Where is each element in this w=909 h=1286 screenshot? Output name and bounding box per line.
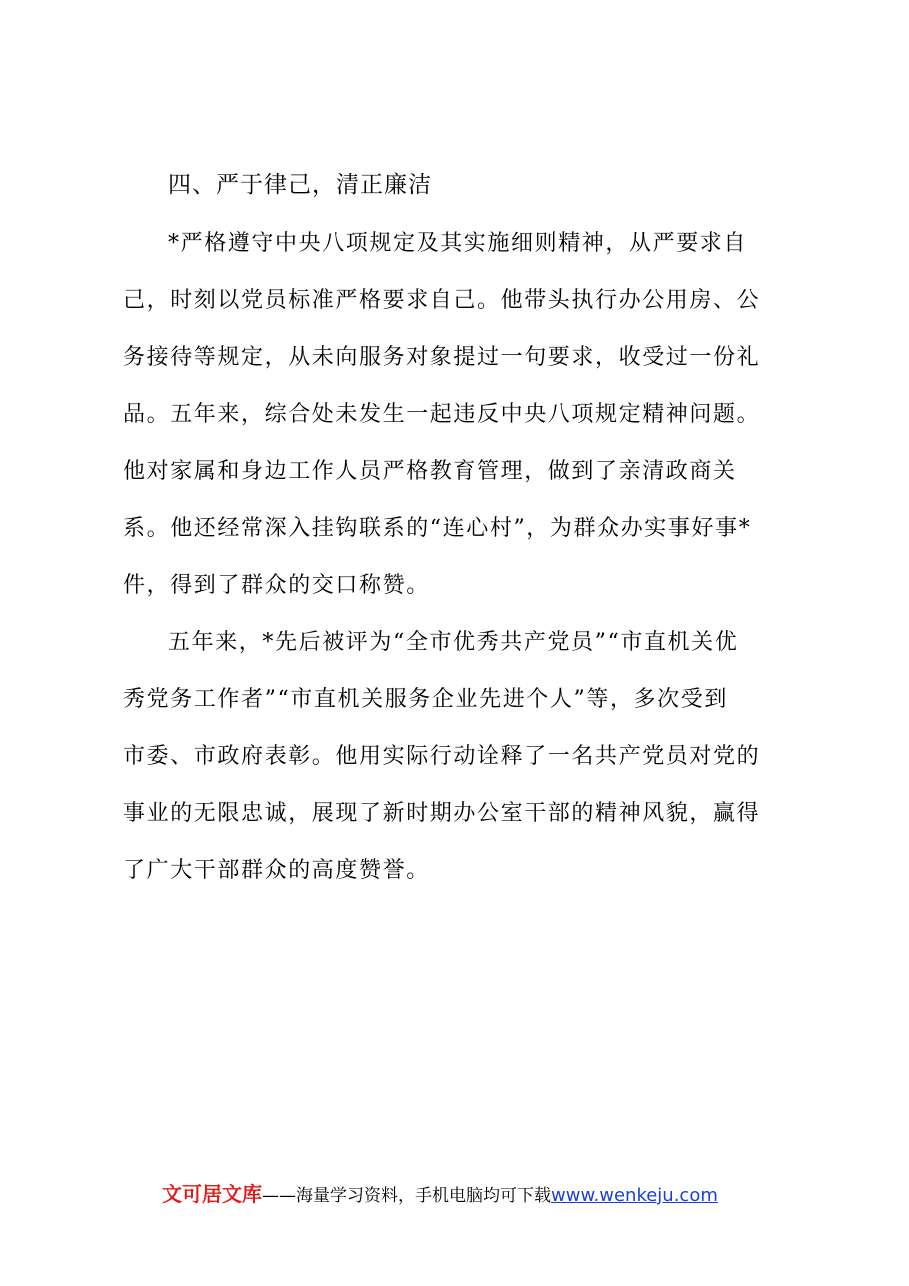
paragraph-line: 系。他还经常深入挂钩联系的“连心村”，为群众办实事好事* [123, 516, 752, 541]
footer-watermark [162, 1181, 718, 1209]
footer-brand: 文可居文库 [162, 1182, 262, 1206]
section-heading: 四、严于律己，清正廉洁 [168, 172, 432, 198]
paragraph-line: 市委、市政府表彰。他用实际行动诠释了一名共产党员对党的 [123, 744, 761, 769]
paragraph-line: *严格遵守中央八项规定及其实施细则精神，从严要求自 [168, 231, 748, 256]
paragraph-line: 了广大干部群众的高度赞誉。 [123, 858, 430, 883]
paragraph-line: 品。五年来，综合处未发生一起违反中央八项规定精神问题。 [123, 402, 761, 427]
paragraph-line: 五年来，*先后被评为“全市优秀共产党员”“市直机关优 [168, 630, 739, 655]
paragraph-line: 事业的无限忠诚，展现了新时期办公室干部的精神风貌，赢得 [123, 801, 761, 826]
paragraph-line: 务接待等规定，从未向服务对象提过一句要求，收受过一份礼 [123, 345, 761, 370]
paragraph-line: 件，得到了群众的交口称赞。 [123, 573, 430, 598]
paragraph-line: 己，时刻以党员标准严格要求自己。他带头执行办公用房、公 [123, 288, 761, 313]
footer-description: ——海量学习资料，手机电脑均可下载 [262, 1186, 551, 1206]
footer-link[interactable]: www.wenkeju.com [551, 1185, 718, 1206]
paragraph-line: 秀党务工作者”“市直机关服务企业先进个人”等，多次受到 [123, 687, 728, 712]
paragraph-line: 他对家属和身边工作人员严格教育管理，做到了亲清政商关 [123, 459, 737, 484]
